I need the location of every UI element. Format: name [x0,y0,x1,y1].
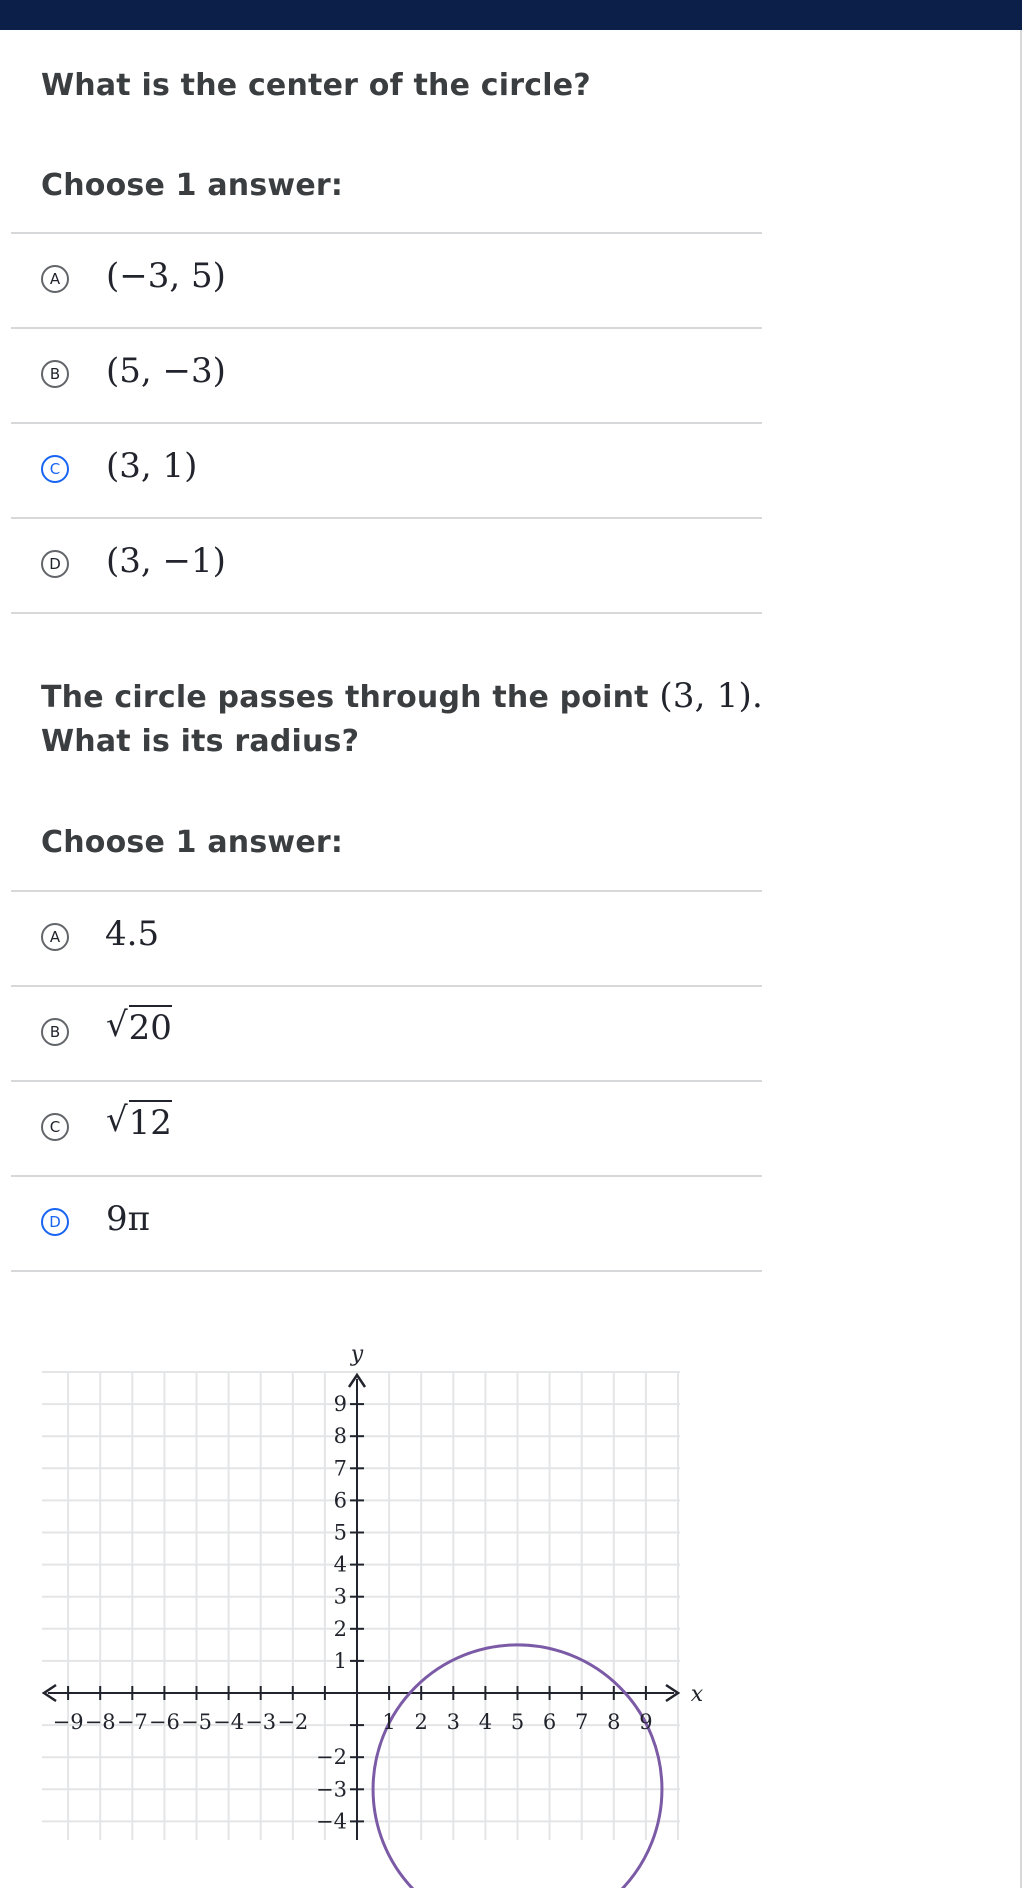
y-tick-label: −3 [316,1777,347,1802]
y-tick-label: 1 [333,1648,347,1673]
question-2-point: (3, 1). [659,676,763,716]
y-tick-label: 8 [333,1424,347,1449]
y-tick-label: −4 [316,1809,347,1834]
x-tick-label: −5 [181,1710,212,1734]
coordinate-graph [0,1320,760,1888]
y-tick-label: 7 [333,1456,347,1481]
x-tick-label: 2 [414,1710,428,1734]
y-tick-label: 3 [333,1584,347,1609]
q1-choice-c[interactable] [11,424,762,519]
question-2-prompt-line-2: What is its radius? [41,724,360,759]
top-navigation-bar [0,0,1022,30]
q2-choice-b[interactable] [11,987,762,1082]
choice-letter-circle: B [41,360,69,388]
choice-letter-circle: D [41,550,69,578]
choice-radical-expression [106,1100,172,1143]
choice-letter-circle: B [41,1018,69,1046]
x-tick-label: −9 [52,1710,84,1734]
x-tick-label: 9 [639,1710,653,1734]
q1-choice-a[interactable] [11,234,762,329]
radicand: 12 [129,1100,172,1143]
x-tick-label: 6 [542,1710,557,1734]
y-tick-label: 5 [333,1520,347,1545]
choice-radical-expression [106,1005,172,1048]
x-tick-label: −2 [277,1710,309,1734]
question-1-prompt: What is the center of the circle? [41,68,591,103]
y-tick-label: 4 [333,1552,347,1577]
y-tick-label: 2 [333,1616,347,1641]
question-2-choices [11,890,762,1272]
y-tick-label: −2 [316,1745,347,1770]
q2-choice-c[interactable] [11,1082,762,1177]
question-1-choices [11,232,762,614]
question-2-prompt-text: The circle passes through the point [41,680,649,715]
radical-sign: √ [106,1005,128,1045]
y-tick-label: 6 [333,1488,347,1513]
x-tick-label: −7 [116,1710,148,1734]
choice-letter-circle: A [41,265,69,293]
choice-text: (3, −1) [106,541,226,581]
q1-choice-d[interactable] [11,519,762,614]
graph-tick-labels [53,1342,704,1833]
x-tick-label: 1 [382,1710,396,1734]
choice-text: (3, 1) [106,446,198,486]
choice-letter-circle: C [41,1113,69,1141]
radicand: 20 [129,1005,172,1048]
question-1-instruction: Choose 1 answer: [41,168,344,203]
y-axis-label: y [350,1342,364,1367]
choice-text: (5, −3) [106,351,226,391]
question-2-prompt-line-1 [41,676,763,716]
question-2-instruction: Choose 1 answer: [41,825,344,860]
x-tick-label: 7 [575,1710,589,1734]
choice-text: (−3, 5) [106,256,226,296]
x-tick-label: 4 [478,1710,493,1734]
choice-letter-circle: A [41,923,69,951]
x-tick-label: −6 [148,1710,180,1734]
choice-letter-circle-selected: D [41,1208,69,1236]
graph-axes [44,1375,678,1840]
q1-choice-b[interactable] [11,329,762,424]
choice-text: 9π [106,1199,150,1239]
choice-text: 4.5 [105,914,160,954]
x-tick-label: −3 [245,1710,277,1734]
y-tick-label: 9 [333,1392,347,1417]
graph-grid [42,1372,680,1840]
x-tick-label: −8 [84,1710,116,1734]
x-tick-label: 5 [510,1710,525,1734]
choice-letter-circle-selected: C [41,455,69,483]
x-tick-label: 3 [446,1710,460,1734]
q2-choice-d[interactable] [11,1177,762,1272]
x-tick-label: 8 [607,1710,621,1734]
x-axis-label: x [690,1682,704,1707]
radical-sign: √ [106,1100,128,1140]
x-tick-label: −4 [213,1710,245,1734]
q2-choice-a[interactable] [11,892,762,987]
